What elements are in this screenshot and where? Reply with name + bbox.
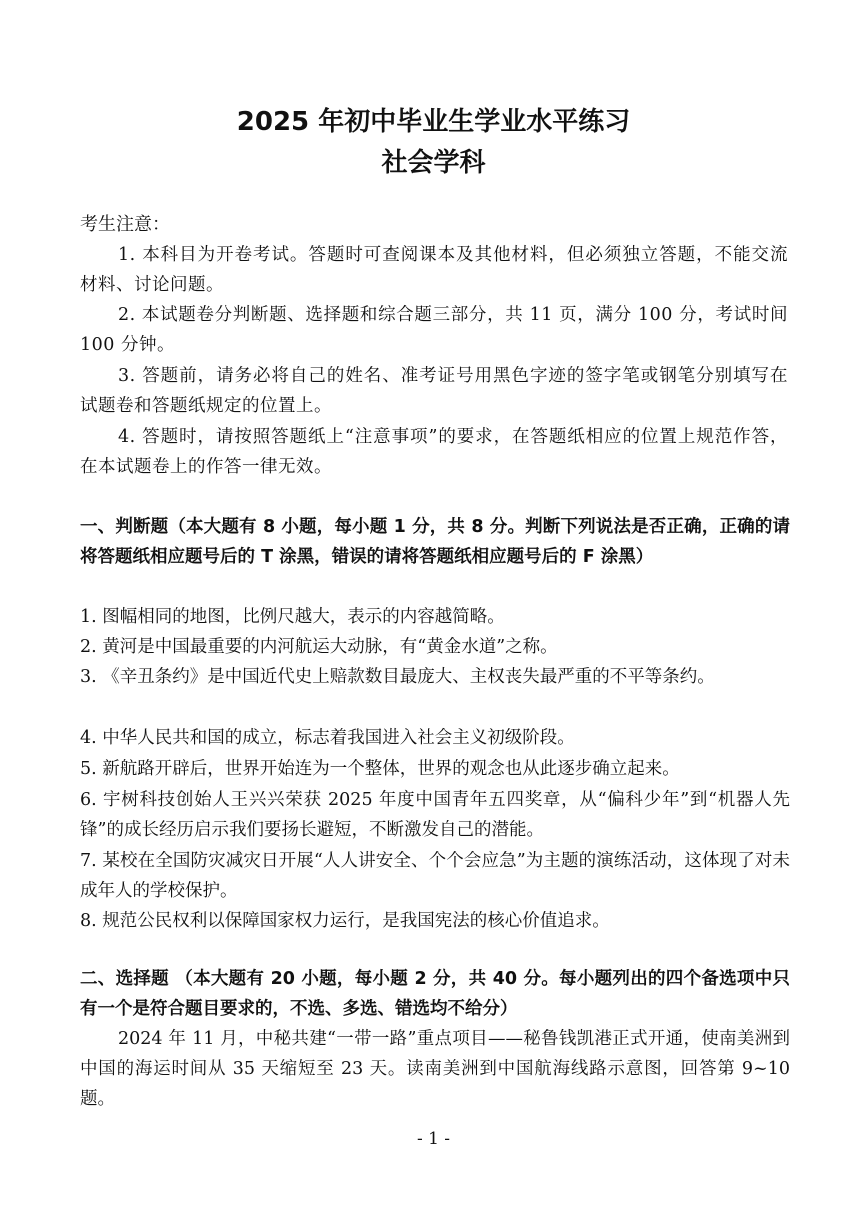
notice-item-2: 2. 本试题卷分判断题、选择题和综合题三部分，共 11 页，满分 100 分，考试时间 100 分钟。 — [80, 305, 788, 355]
question-8: 8. 规范公民权利以保障国家权力运行，是我国宪法的核心价值追求。 — [80, 911, 610, 931]
section-choice-heading: 二、选择题 （本大题有 20 小题，每小题 2 分，共 40 分。每小题列出的四个备选项中只有一个是符合题目要求的，不选、多选、错选均不给分） — [80, 969, 790, 1019]
question-5: 5. 新航路开辟后，世界开始连为一个整体，世界的观念也从此逐步确立起来。 — [80, 759, 680, 779]
question-stem-9-10: 2024 年 11 月，中秘共建“一带一路”重点项目——秘鲁钱凯港正式开通，使南美洲到中国的海运时间从 35 天缩短至 23 天。读南美洲到中国航海线路示意图，回答第 9~10 题。 — [80, 1029, 790, 1109]
question-1: 1. 图幅相同的地图，比例尺越大，表示的内容越简略。 — [80, 607, 505, 627]
notice-item-3: 3. 答题前，请务必将自己的姓名、准考证号用黑色字迹的签字笔或钢笔分别填写在试题卷和答题纸规定的位置上。 — [80, 366, 788, 416]
question-6: 6. 宇树科技创始人王兴兴荣获 2025 年度中国青年五四奖章，从“偏科少年”到“机器人先锋”的成长经历启示我们要扬长避短，不断激发自己的潜能。 — [80, 790, 790, 840]
question-4: 4. 中华人民共和国的成立，标志着我国进入社会主义初级阶段。 — [80, 728, 575, 748]
subject-title: 社会学科 — [381, 148, 486, 178]
notice-item-4: 4. 答题时，请按照答题纸上“注意事项”的要求，在答题纸相应的位置上规范作答，在本试题卷上的作答一律无效。 — [80, 427, 788, 477]
exam-title: 2025 年初中毕业生学业水平练习 — [236, 107, 631, 137]
notice-heading: 考生注意： — [80, 214, 170, 235]
question-2: 2. 黄河是中国最重要的内河航运大动脉，有“黄金水道”之称。 — [80, 637, 558, 657]
section-judgment-heading: 一、判断题（本大题有 8 小题，每小题 1 分，共 8 分。判断下列说法是否正确，正确的请将答题纸相应题号后的 T 涂黑，错误的请将答题纸相应题号后的 F 涂黑） — [80, 517, 790, 567]
notice-item-1: 1. 本科目为开卷考试。答题时可查阅课本及其他材料，但必须独立答题，不能交流材料、讨论问题。 — [80, 245, 788, 295]
question-7: 7. 某校在全国防灾减灾日开展“人人讲安全、个个会应急”为主题的演练活动，这体现了对未成年人的学校保护。 — [80, 851, 790, 901]
page-number: - 1 - — [416, 1129, 451, 1149]
question-3: 3. 《辛丑条约》是中国近代史上赔款数目最庞大、主权丧失最严重的不平等条约。 — [80, 667, 715, 687]
